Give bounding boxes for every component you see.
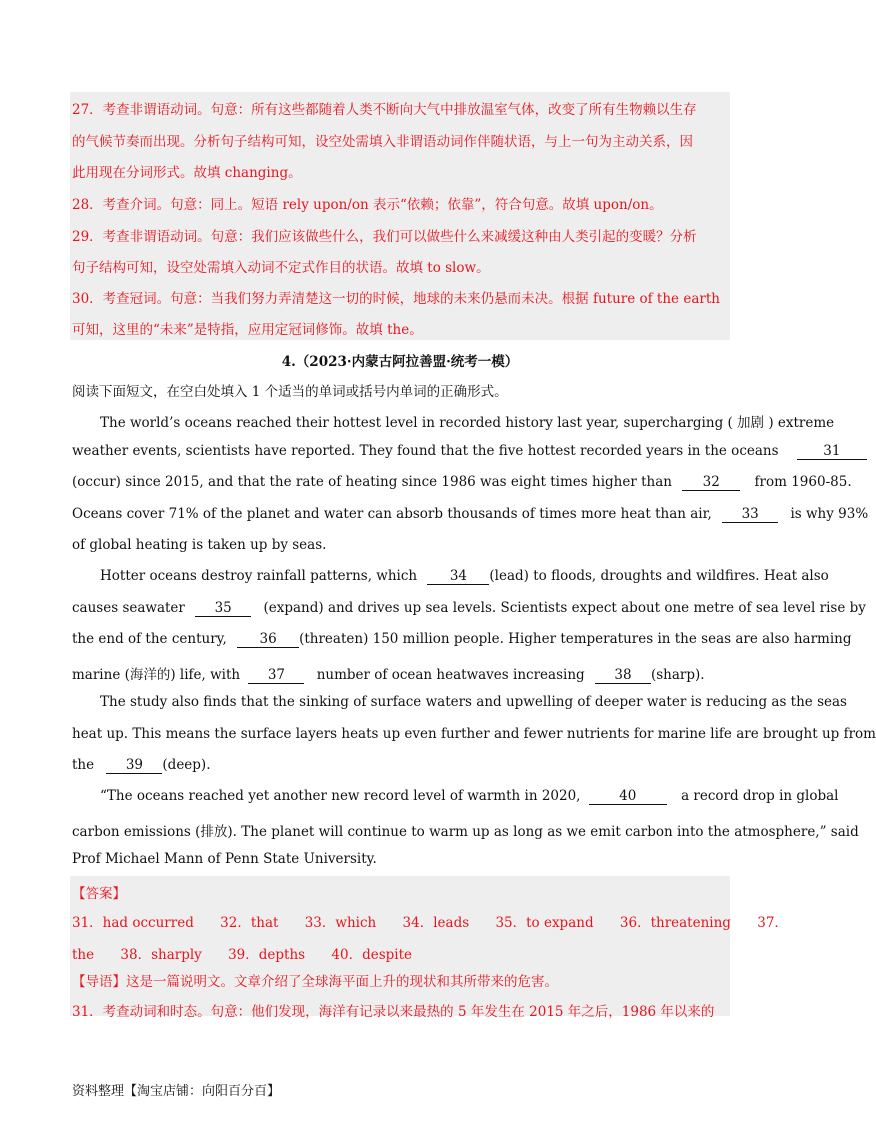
passage-text: (sharp). [650, 667, 705, 683]
blank-37: 37 [248, 668, 304, 684]
passage-text: the [72, 757, 95, 773]
passage-text: a record drop in global [681, 788, 839, 804]
passage-line: The world’s oceans reached their hottest level in recorded history last year, supercharging ( 加剧 ) extreme [100, 415, 835, 431]
explanation-line: 29．考查非谓语动词。句意：我们应该做些什么，我们可以做些什么来减缓这种由人类引起的变暖？分析 [72, 229, 697, 245]
passage-line: heat up. This means the surface layers heats up even further and fewer nutrients for marine life are brought up from [72, 726, 876, 742]
blank-36: 36 [237, 632, 299, 648]
answer-item: the [72, 947, 95, 963]
passage-text: Oceans cover 71% of the planet and water can absorb thousands of times more heat than air, [72, 506, 712, 522]
answer-item: 36．threatening [619, 915, 731, 931]
passage-line: carbon emissions (排放). The planet will continue to warm up as long as we emit carbon into the atmosphere,” said [72, 824, 859, 840]
passage-text: (lead) to floods, droughts and wildfires. Heat also [489, 568, 829, 584]
answer-item: 39．depths [228, 947, 306, 963]
blank-34: 34 [427, 569, 489, 585]
passage-text: (deep). [162, 757, 211, 773]
passage-line [72, 600, 866, 617]
passage-text: (threaten) 150 million people. Higher temperatures in the seas are also harming [299, 631, 852, 647]
passage-line [100, 788, 838, 805]
passage-line [72, 663, 705, 684]
answer-item: 37． [757, 915, 788, 931]
passage-text: weather events, scientists have reported. They found that the five hottest recorded years in the oceans [72, 443, 779, 459]
explanation-line: 的气候节奏而出现。分析句子结构可知，设空处需填入非谓语动词作伴随状语，与上一句为主动关系，因 [72, 134, 693, 150]
answer-heading: 【答案】 [72, 886, 126, 902]
blank-38: 38 [595, 668, 651, 684]
blank-33: 33 [722, 507, 778, 523]
passage-text: (occur) since 2015, and that the rate of heating since 1986 was eight times higher than [72, 474, 672, 490]
blank-32: 32 [682, 475, 740, 491]
passage-text: from 1960-85. [754, 474, 852, 490]
explanation-line: 28．考查介词。句意：同上。短语 rely upon/on 表示“依赖；依靠”，符合句意。故填 upon/on。 [72, 197, 663, 213]
answers-line [72, 943, 434, 963]
explanation-line: 句子结构可知，设空处需填入动词不定式作目的状语。故填 to slow。 [72, 260, 490, 276]
passage-text: “The oceans reached yet another new record level of warmth in 2020, [100, 788, 581, 804]
passage-line [72, 631, 851, 648]
page-footer: 资料整理【淘宝店铺：向阳百分百】 [72, 1084, 281, 1099]
passage-line [72, 474, 852, 491]
blank-35: 35 [195, 601, 251, 617]
explanation-line: 可知，这里的“未来”是特指，应用定冠词修饰。故填 the。 [72, 322, 423, 338]
answer-item: 34．leads [402, 915, 470, 931]
passage-line [72, 506, 868, 523]
passage-text: (expand) and drives up sea levels. Scientists expect about one metre of sea level rise by [263, 600, 866, 616]
section-title: 4.（2023·内蒙古阿拉善盟·统考一模） [281, 354, 519, 370]
answer-item: 35．to expand [495, 915, 594, 931]
answer-item: 38．sharply [120, 947, 202, 963]
passage-line [72, 443, 867, 460]
answer-item: 33．which [304, 915, 377, 931]
answer-item: 40．despite [331, 947, 413, 963]
passage-line [100, 568, 829, 585]
blank-40: 40 [589, 789, 667, 805]
passage-text: Hotter oceans destroy rainfall patterns, which [100, 568, 418, 584]
passage-line: The study also finds that the sinking of surface waters and upwelling of deeper water is reducing as the seas [100, 694, 847, 710]
passage-text: number of ocean heatwaves increasing [316, 667, 585, 683]
passage-text: causes seawater [72, 600, 185, 616]
passage-line: of global heating is taken up by seas. [72, 537, 327, 553]
answer-item: 31．had occurred [72, 915, 194, 931]
passage-text: the end of the century, [72, 631, 227, 647]
explanation-line: 30．考查冠词。句意：当我们努力弄清楚这一切的时候，地球的未来仍悬而未决。根据 future of the earth [72, 291, 720, 307]
explanation-line: 31．考查动词和时态。句意：他们发现，海洋有记录以来最热的 5 年发生在 2015 年之后，1986 年以来的 [72, 1004, 715, 1020]
answers-line [72, 911, 810, 931]
guide-text: 【导语】这是一篇说明文。文章介绍了全球海平面上升的现状和其所带来的危害。 [72, 974, 558, 990]
explanation-line: 27．考查非谓语动词。句意：所有这些都随着人类不断向大气中排放温室气体，改变了所有生物赖以生存 [72, 102, 697, 118]
blank-39: 39 [106, 758, 162, 774]
passage-line [72, 757, 211, 774]
instruction: 阅读下面短文，在空白处填入 1 个适当的单词或括号内单词的正确形式。 [72, 384, 508, 400]
passage-text: is why 93% [790, 506, 869, 522]
answer-item: 32．that [220, 915, 279, 931]
passage-text: marine (海洋的) life, with [72, 667, 241, 683]
explanation-line: 此用现在分词形式。故填 changing。 [72, 165, 302, 181]
passage-line: Prof Michael Mann of Penn State University. [72, 851, 377, 867]
blank-31: 31 [797, 444, 867, 460]
